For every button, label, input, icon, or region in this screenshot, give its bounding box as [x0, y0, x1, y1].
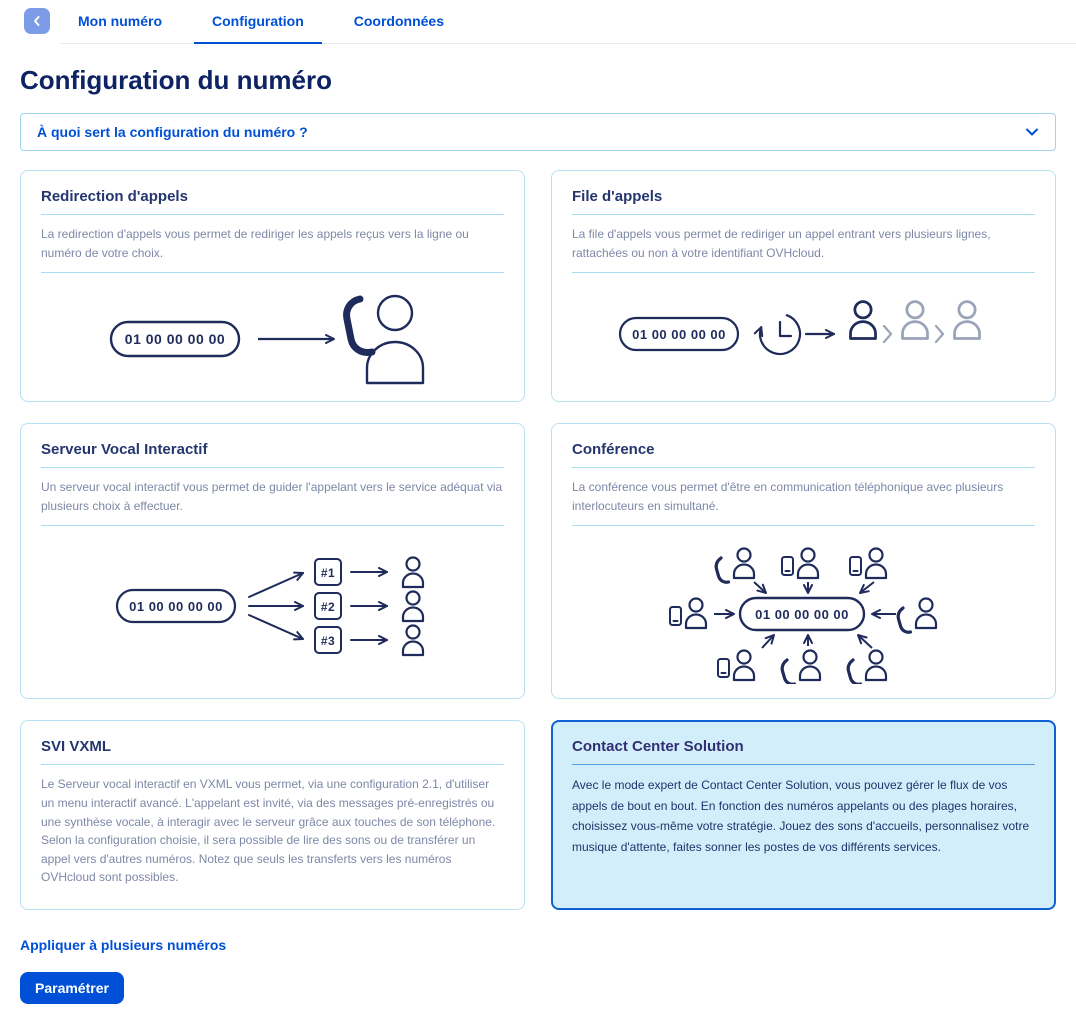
divider [572, 764, 1035, 765]
card-file-appels[interactable] [551, 170, 1056, 402]
tab-list [60, 8, 1076, 44]
divider [41, 525, 504, 526]
caller-mobile-icon [718, 651, 754, 681]
arrow-down-right-icon [249, 615, 303, 639]
apply-multiple-numbers-link[interactable]: Appliquer à plusieurs numéros [20, 936, 227, 953]
back-button[interactable] [24, 8, 50, 34]
card-description: La file d'appels vous permet de rediriger un appel entrant vers plusieurs lignes, rattachées ou non à votre identifiant OVHcloud. [572, 227, 991, 260]
accordion-question: À quoi sert la configuration du numéro ? [37, 124, 308, 140]
card-title: File d'appels [572, 188, 663, 205]
divider [41, 272, 504, 273]
person-on-phone-icon [346, 296, 422, 383]
phone-number-label: 01 00 00 00 00 [754, 607, 849, 623]
person-icon [403, 558, 423, 588]
card-description: Avec le mode expert de Contact Center Solution, vous pouvez gérer le flux de vos appels de bout en bout. En fonction des numéros appelants ou des plages horaires, choisissez vous-même votre stratégie. Jouez des sons d'accueils, personnalisez votre musique d'attente, faites sonner les postes de vos différents services. [572, 778, 1030, 854]
card-title: Conférence [572, 441, 655, 459]
svi-illustration [41, 536, 504, 672]
caller-phone-icon [898, 599, 936, 633]
card-svi-vxml[interactable] [20, 720, 525, 910]
chevron-right-icon [884, 326, 891, 342]
card-description: La redirection d'appels vous permet de rediriger les appels reçus vers la ligne ou numéro de votre choix. [41, 227, 469, 260]
option-2-label: #2 [320, 600, 335, 615]
card-description: La conférence vous permet d'être en communication téléphonique avec plusieurs interlocuteurs en simultané. [572, 480, 1004, 513]
divider [41, 214, 504, 215]
caller-mobile-icon [670, 599, 706, 629]
divider [572, 272, 1035, 273]
tab-configuration[interactable]: Configuration [194, 8, 322, 44]
divider [572, 525, 1035, 526]
divider [41, 764, 504, 765]
arrow-up-right-icon [249, 573, 303, 597]
caller-phone-icon [782, 651, 820, 685]
caller-phone-icon [716, 549, 754, 583]
tab-mon-numero[interactable]: Mon numéro [78, 13, 162, 29]
phone-number-label: 01 00 00 00 00 [631, 327, 726, 343]
option-3-label: #3 [320, 634, 335, 649]
card-title: SVI VXML [41, 738, 112, 756]
card-description: Le Serveur vocal interactif en VXML vous permet, via une configuration 2.1, d'utiliser un menu interactif avancé. L'appelant est invité, via des messages pré-enregistrés ou une synthèse vocale, à interagir avec le serveur grâce aux touches de son téléphone. Selon la configuration choisie, il sera possible de lire des sons ou de transférer un appel vers d'autres numéros. Notez que seuls les transferts vers les numéros OVHcloud sont possibles. [41, 777, 496, 885]
caller-phone-icon [848, 651, 886, 685]
card-title: Contact Center Solution [572, 738, 744, 756]
card-description: Un serveur vocal interactif vous permet de guider l'appelant vers le service adéquat via plusieurs choix à effectuer. [41, 480, 503, 513]
accordion-config-help[interactable] [20, 113, 1056, 151]
redirection-illustration [41, 283, 504, 389]
person-icon [954, 302, 979, 339]
person-icon [902, 302, 927, 339]
main-content [0, 65, 1076, 1004]
chevron-left-icon [30, 14, 44, 28]
card-contact-center-solution[interactable] [551, 720, 1056, 910]
caller-mobile-icon [782, 549, 818, 579]
person-icon [850, 302, 875, 339]
conference-illustration [572, 536, 1035, 686]
card-title: Serveur Vocal Interactif [41, 441, 208, 459]
chevron-right-icon [936, 326, 943, 342]
page-title: Configuration du numéro [20, 65, 332, 95]
card-serveur-vocal-interactif[interactable] [20, 423, 525, 699]
card-redirection-appels[interactable] [20, 170, 525, 402]
person-icon [403, 592, 423, 622]
chevron-down-icon [1025, 127, 1039, 137]
option-1-label: #1 [320, 566, 335, 581]
configuration-cards-grid [20, 170, 1056, 910]
divider [572, 214, 1035, 215]
card-title: Redirection d'appels [41, 188, 188, 205]
person-icon [403, 626, 423, 656]
divider [572, 467, 1035, 468]
phone-number-label: 01 00 00 00 00 [124, 331, 225, 348]
top-tab-bar [0, 0, 1076, 44]
file-appels-illustration [572, 283, 1035, 379]
waiting-clock-icon [760, 315, 800, 354]
phone-number-label: 01 00 00 00 00 [128, 599, 223, 615]
divider [41, 467, 504, 468]
tab-coordonnees[interactable]: Coordonnées [353, 13, 444, 29]
card-conference[interactable] [551, 423, 1056, 699]
caller-mobile-icon [850, 549, 886, 579]
configure-button[interactable]: Paramétrer [20, 972, 124, 1004]
